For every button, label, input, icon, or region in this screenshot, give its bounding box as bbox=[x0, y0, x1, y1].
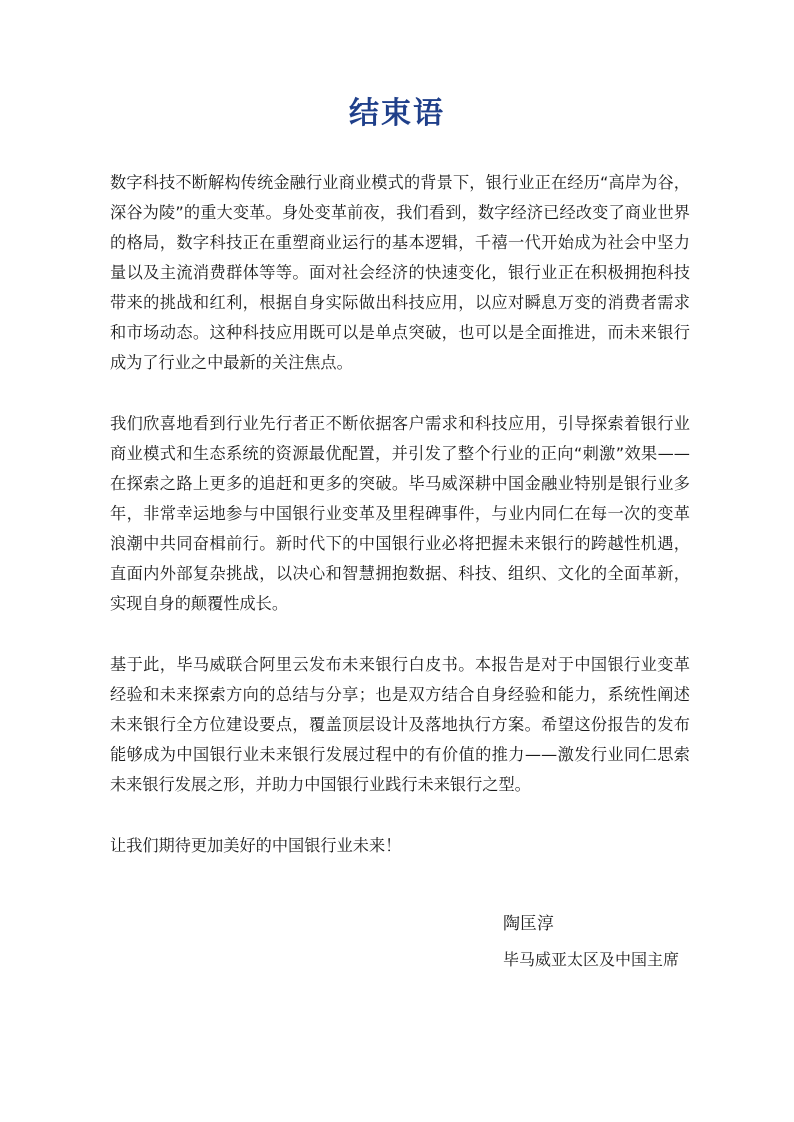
paragraph-3: 基于此，毕马威联合阿里云发布未来银行白皮书。本报告是对于中国银行业变革经验和未来探索方向的总结与分享；也是双方结合自身经验和能力，系统性阐述未来银行全方位建设要点，覆盖顶层设计及落地执行方案。希望这份报告的发布能够成为中国银行业未来银行发展过程中的有价值的推力——激发行业同仁思索未来银行发展之形，并助力中国银行业践行未来银行之型。 bbox=[110, 655, 690, 794]
page-title: 结束语 bbox=[349, 96, 445, 131]
signature-block bbox=[503, 910, 743, 974]
paragraph-1: 数字科技不断解构传统金融行业商业模式的背景下，银行业正在经历“高岸为谷，深谷为陵”的重大变革。身处变革前夜，我们看到，数字经济已经改变了商业世界的格局，数字科技正在重塑商业运行的基本逻辑，千禧一代开始成为社会中坚力量以及主流消费群体等等。面对社会经济的快速变化，银行业正在积极拥抱科技带来的挑战和红利，根据自身实际做出科技应用，以应对瞬息万变的消费者需求和市场动态。这种科技应用既可以是单点突破，也可以是全面推进，而未来银行成为了行业之中最新的关注焦点。 bbox=[110, 173, 690, 372]
signature-title: 毕马威亚太区及中国主席 bbox=[503, 950, 680, 969]
paragraph-4: 让我们期待更加美好的中国银行业未来！ bbox=[110, 836, 402, 855]
body-text bbox=[110, 168, 690, 892]
signature-name: 陶匡淳 bbox=[503, 914, 554, 934]
paragraph-2: 我们欣喜地看到行业先行者正不断依据客户需求和科技应用，引导探索着银行业商业模式和生态系统的资源最优配置，并引发了整个行业的正向“刺激”效果——在探索之路上更多的追赶和更多的突破。毕马威深耕中国金融业特别是银行业多年，非常幸运地参与中国银行业变革及里程碑事件，与业内同仁在每一次的变革浪潮中共同奋楫前行。新时代下的中国银行业必将把握未来银行的跨越性机遇，直面内外部复杂挑战，以决心和智慧拥抱数据、科技、组织、文化的全面革新，实现自身的颠覆性成长。 bbox=[110, 414, 690, 613]
